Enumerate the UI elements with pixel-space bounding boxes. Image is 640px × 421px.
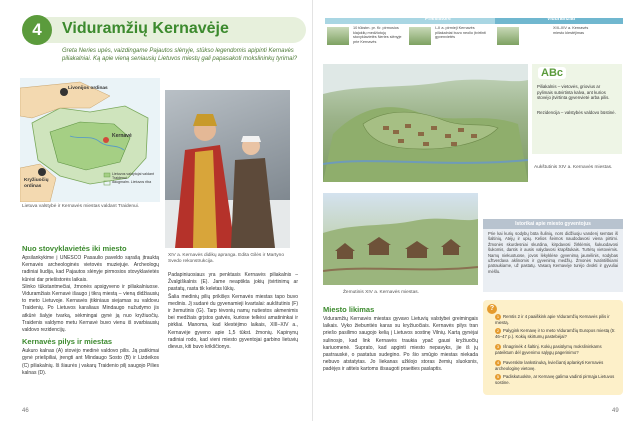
map-label-teutonic: Kryžiuočių ordinas [24, 178, 49, 189]
map-legend-item: Lietuvos valdytojai valdant Traidenui [112, 172, 154, 180]
page-number-left: 46 [22, 408, 29, 414]
map-caption: Lietuva valstybė ir Kernavės miestas valdant Traidenui. [22, 204, 140, 209]
questions-box [483, 300, 623, 395]
question-text: Remtis 2 ir 4 paaiškink apie Viduramžių Kernavės pilis ir miestą. [495, 314, 610, 325]
page-number-right: 49 [612, 408, 619, 414]
upper-town-illustration [323, 64, 528, 182]
question-item [495, 314, 619, 325]
question-number: 4 [496, 360, 500, 365]
question-text: Išnagrinėk 4 šaltinį. Kokių pasiūlymų mokslininkams pateiktum dėl gyvenimo sąlygų pagerinimo? [495, 344, 602, 355]
costume-photo [165, 90, 290, 248]
question-item [495, 360, 619, 371]
middle-text-column [168, 272, 298, 351]
upper-town-caption: Aukštutinis XIV a. Kernavės miestas. [534, 165, 613, 170]
timeline-era-label: Viduramžiai [547, 16, 575, 22]
question-number: 5 [496, 374, 500, 379]
timeline-entry: 10 tūkstm. pr. Kr. pirmosios klajoklių medžiotojų stovyklavietės Neries slėnyje prie Kernavės [353, 26, 402, 44]
map-legend-item: daugmalm. Lietuvos riba [112, 180, 152, 184]
section-heading: Miesto likimas [323, 305, 375, 314]
left-text-column [22, 244, 159, 377]
question-number: 3 [496, 344, 500, 349]
livonian-shield-icon [60, 88, 68, 96]
glossary-box [532, 64, 622, 154]
timeline-entry: I–II a. pirmieji Kernavės piliakalniai buvo neolio įtvirtinti gyvenvietės [435, 26, 486, 40]
question-mark-icon: ? [487, 304, 497, 314]
question-text: Paverskite lankstinuką, kviečiantį aplankyti Kernavės archeologinę vietovę. [495, 360, 604, 371]
question-text: Palygink Kernavę ir to meto Viduramžių Europos miestą (tr. 46–47 p.). Kokių skirtumų pastebėjai? [495, 328, 616, 339]
section-heading: Nuo stovyklavietės iki miesto [22, 244, 127, 253]
lower-town-illustration [323, 193, 478, 285]
question-item [495, 374, 619, 385]
glossary-term: Rezidencija – valstybės valdovo būstinė. [537, 110, 616, 115]
chapter-title: Viduramžių Kernavėje [62, 20, 229, 37]
paragraph: Padapiniuosiaus yra penktasis Kernavės piliakalnis – Žvalgiškalnis (E). Jame neaptikta jokių įtvirtinimų ar pastatų, rasta tik keletas lūkių. [168, 272, 298, 293]
source-text: Prie kai kurių sodybų būta šulinių, nors didžiuoju vandenį semtas iš šaltinių, Atėjų ir upių. Kelios šeimos naudodavosi viena pirtimi. Žmonės skurdesniai skurdina, kirpdavosi žirklėmis, šukuodavosi šukomis, dantis ir ausis valydavosi krapštukais. Turtėtų vietovėmis. Namų niekuotuose, jovos lėkyklėse gyvenimą jaunėlinis, sodybas užtverdava aklinomis ir gyvenimą medžių. Žmonės tvatintiškiami patraukiame, už pastatų. Vasarą Kernavėje turėjo dvokti ir gyvuliai mėšlu. [488, 231, 618, 274]
timeline [325, 18, 623, 58]
glossary-term: Piliakalnis – vietovės, griovius ar pylimais sutvirtinta kalva, ant kurios stovėjo įtvirtinta gyvenvietė arba pilis. [537, 84, 610, 101]
chapter-number: 4 [22, 15, 52, 45]
timeline-era-prehistory [325, 18, 495, 24]
timeline-thumbnail [327, 27, 349, 45]
teutonic-shield-icon [38, 168, 46, 176]
timeline-era-label: Priešistorė [425, 16, 451, 22]
source-box [483, 219, 623, 292]
section-heading: Kernavės pilys ir miestas [22, 337, 113, 347]
paragraph: Apsilankykime į UNESCO Pasaulio paveldo sąrašą įtrauktą Kernavės archeologinės vietovės muziejuje. Archeologų radiniai liudija, kad Pajautos slėnyje pirmosios stovyklavietės kūrėsi dar priešistorės laikais. [22, 255, 159, 283]
question-item [495, 328, 619, 339]
timeline-thumbnail [497, 27, 519, 45]
glossary-icon: ABc [538, 67, 566, 79]
historical-map [20, 78, 160, 202]
lower-town-caption: Žemutinis XIV a. Kernavės miestas. [343, 290, 419, 295]
paragraph: Slinko tūkstantmečiai, žmonės apsigyveno ir piliakalniuose. Viduramžiais Kernavė išaugo į tikrą miestą – vieną didžiausių to meto Lietuvoje. Kernavės įtikiniaus siejamas su valdovu Traidenių. Po Lietuvos karaliaus Mindaugo nužudymo jis atkūrė šalyje tvarką, sėkmingai gynė ją nuo kryžiuočių. Traidenis valdymo metu Kernavė buvo vienu iš svarbiausių valdovo rezidencijų. [22, 283, 159, 334]
source-title: Istorikai apie miesto gyventojus [483, 219, 623, 229]
paragraph: Aukuro kalnas (A) stovėjo medinė valdovo pilis. Ją patikimai gynė priešpiliai, įrengti ant Mindaugo Sosto (B) ir Lizdeikos (C) piliakalnių. Iš šiaurės į vakarų Traidenio pilį saugojo Pilies kalnas (D). [22, 348, 159, 376]
kernave-marker [103, 137, 109, 143]
timeline-entry: XIII–XIV a. Kernavės miesto klestėjimas [553, 26, 589, 35]
map-label-kernave: Kernavė [112, 133, 132, 139]
paragraph: Šalia medinių pilių prikišęs Kernavės miestas tapo buvo medinis. Jį sudarė du gyvenamieji kvartalai: aukštutinis (F) ir žemutinis (G). Tarp tėvonių namų nutiestos akmenimis bei medžiais grįstos gatvės, kuriose telkėsi amatininkai ir pirkliai. Manoma, kad klestėjimo laikais, XIII–XIV a., Kernavėje gyveno apie 1,5 tūkst. žmonių. Kapinynų radiniai rodo, kad vieni miesto gyventojai garbino lietuvių dievus, kiti buvo krikščionys. [168, 293, 298, 351]
paragraph: Viduramžių Kernavės miestas gyvavo Lietuvių valstybei greimingais laikais. Vyko žiebuntiės karas su kryžiuočiais. Kernavės pilys tran priešo pasilimo saugojo kelią į Lietuvos sostinę Vilnių. Kartą gynėjai sulinosjo, kad link Kernavės traukia ypač gausi kryžiuočių kariuomenė. Suprato, kad apginti miesto nepavyks, jie iš jų pastrauskė, o pastatus sudegino. Po šio smūgio miestas niekada nebuvo atstatytas. Jo liekanas užklojo storas žemių sluoksnis, padėjęs ir atiteis kartoms išsaugoti praeities paslaptis. [323, 316, 478, 373]
question-number: 2 [496, 328, 500, 333]
page-gutter [312, 0, 313, 421]
timeline-thumbnail [409, 27, 431, 45]
question-text: Padiskutuokite, ar Kernavę galima vadinti pirmąja Lietuvos sostine. [495, 374, 615, 385]
map-label-livonian: Livonijos ordinas [68, 86, 108, 91]
question-number: 1 [496, 314, 500, 319]
costume-photo-caption: XIV a. Kernavės didikų apranga. Edita Gilės ir Martyno Svedo rekonstrukcija. [168, 253, 284, 264]
right-text-column [323, 305, 478, 374]
question-item [495, 344, 619, 355]
chapter-intro: Greta Neries upės, vaizdingame Pajautos slėnyje, stūkso legendomis apipinti Kernavės piliakalniai. Ką apie vieną seniausių Lietuvos miestų gali papasakoti mokslininkų tyrimai? [62, 48, 298, 62]
